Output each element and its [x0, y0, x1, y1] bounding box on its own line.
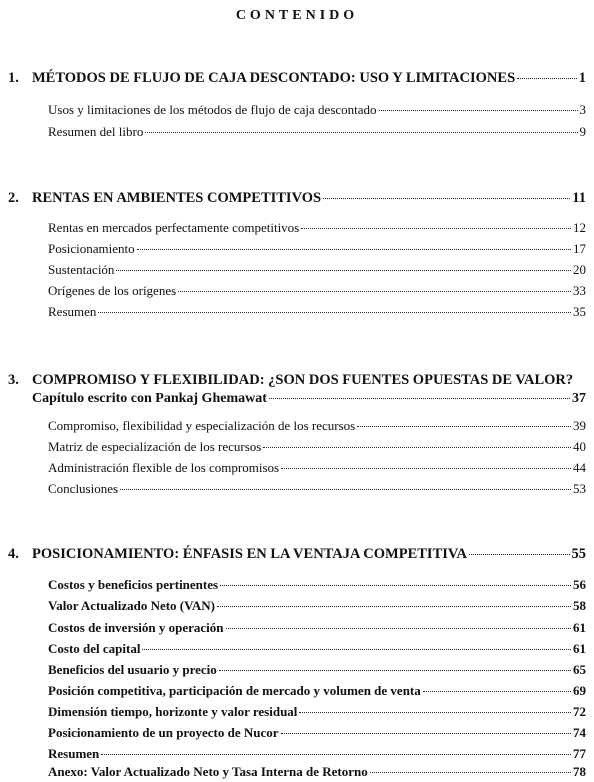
dot-leader [101, 753, 571, 755]
dot-leader [517, 77, 577, 79]
dot-leader [116, 269, 571, 271]
entry-label: Posicionamiento [48, 241, 135, 256]
entry-label: Posicionamiento de un proyecto de Nucor [48, 725, 279, 740]
toc-entry[interactable] [48, 577, 586, 593]
entry-label: Resumen [48, 746, 100, 761]
chapter-title: COMPROMISO Y FLEXIBILIDAD: ¿SON DOS FUENTES OPUESTAS DE VALOR? [32, 372, 574, 388]
dot-leader [178, 290, 571, 292]
entry-label: Beneficios del usuario y precio [48, 662, 217, 677]
toc-entry[interactable] [48, 241, 586, 257]
page-number: 3 [579, 102, 586, 117]
page-number: 1 [578, 70, 586, 86]
dot-leader [370, 771, 571, 773]
toc-entry[interactable] [48, 620, 586, 636]
page-number: 37 [572, 391, 586, 406]
page-number: 58 [573, 598, 586, 613]
dot-leader [217, 605, 571, 607]
toc-entry[interactable] [48, 662, 586, 678]
page-number: 72 [573, 704, 586, 719]
page-number: 35 [573, 304, 586, 319]
page-number: 17 [573, 241, 586, 256]
page-number: 61 [573, 641, 586, 656]
toc-entry[interactable] [48, 102, 586, 118]
page-number: 44 [573, 460, 586, 475]
dot-leader [137, 248, 571, 250]
chapter-2-heading[interactable] [8, 190, 586, 207]
chapter-number: 3. [8, 372, 19, 388]
entry-label: Costo del capital [48, 641, 141, 656]
entry-label: Usos y limitaciones de los métodos de flujo de caja descontado [48, 102, 377, 117]
chapter-subtitle: Capítulo escrito con Pankaj Ghemawat [32, 391, 267, 406]
toc-entry[interactable] [48, 220, 586, 236]
chapter-number: 2. [8, 190, 19, 206]
toc-entry[interactable] [48, 704, 586, 720]
entry-label: Costos y beneficios pertinentes [48, 577, 219, 592]
dot-leader [281, 467, 571, 469]
chapter-3-subtitle[interactable] [32, 391, 586, 407]
entry-label: Posición competitiva, participación de mercado y volumen de venta [48, 683, 421, 698]
dot-leader [226, 627, 572, 629]
toc-entry[interactable] [48, 481, 586, 497]
dot-leader [145, 131, 577, 133]
page-number: 77 [573, 746, 586, 761]
toc-entry[interactable] [48, 683, 586, 699]
toc-entry[interactable] [48, 641, 586, 657]
entry-label: Costos de inversión y operación [48, 620, 224, 635]
page-number: 61 [573, 620, 586, 635]
toc-entry[interactable] [48, 304, 586, 320]
chapter-number: 4. [8, 546, 19, 562]
toc-entry[interactable] [48, 764, 586, 780]
page-number: 33 [573, 283, 586, 298]
chapter-title: RENTAS EN AMBIENTES COMPETITIVOS [32, 190, 322, 206]
dot-leader [120, 488, 571, 490]
chapter-title: MÉTODOS DE FLUJO DE CAJA DESCONTADO: USO Y LIMITACIONES [32, 70, 516, 86]
entry-label: Matriz de especialización de los recursos [48, 439, 262, 454]
dot-leader [299, 711, 571, 713]
dot-leader [263, 446, 571, 448]
page-number: 39 [573, 418, 586, 433]
page-title: CONTENIDO [235, 8, 359, 23]
dot-leader [281, 732, 572, 734]
toc-entry[interactable] [48, 124, 586, 140]
entry-label: Resumen [48, 304, 97, 319]
dot-leader [469, 553, 570, 555]
page-number: 20 [573, 262, 586, 277]
chapter-1-heading[interactable] [8, 70, 586, 87]
entry-label: Dimensión tiempo, horizonte y valor residual [48, 704, 298, 719]
dot-leader [220, 584, 571, 586]
page-number: 55 [571, 546, 586, 562]
entry-label: Rentas en mercados perfectamente competitivos [48, 220, 300, 235]
dot-leader [379, 109, 578, 111]
entry-label: Valor Actualizado Neto (VAN) [48, 598, 215, 613]
page-number: 53 [573, 481, 586, 496]
entry-label: Administración flexible de los compromisos [48, 460, 280, 475]
dot-leader [301, 227, 571, 229]
chapter-title: POSICIONAMIENTO: ÉNFASIS EN LA VENTAJA COMPETITIVA [32, 546, 467, 562]
entry-label: Sustentación [48, 262, 115, 277]
page-number: 11 [572, 190, 586, 206]
dot-leader [269, 397, 570, 399]
dot-leader [98, 311, 571, 313]
entry-label: Anexo: Valor Actualizado Neto y Tasa Interna de Retorno [48, 764, 368, 779]
toc-entry[interactable] [48, 262, 586, 278]
entry-label: Conclusiones [48, 481, 119, 496]
chapter-3-heading[interactable] [8, 372, 586, 389]
page-number: 12 [573, 220, 586, 235]
page-number: 74 [573, 725, 586, 740]
chapter-number: 1. [8, 70, 19, 86]
entry-label: Orígenes de los orígenes [48, 283, 177, 298]
toc-entry[interactable] [48, 746, 586, 762]
entry-label: Compromiso, flexibilidad y especialización de los recursos [48, 418, 356, 433]
toc-entry[interactable] [48, 460, 586, 476]
page-number: 9 [579, 124, 586, 139]
toc-entry[interactable] [48, 418, 586, 434]
dot-leader [142, 648, 571, 650]
page-number: 78 [573, 764, 586, 779]
dot-leader [423, 690, 571, 692]
toc-entry[interactable] [48, 439, 586, 455]
page-number: 56 [573, 577, 586, 592]
dot-leader [219, 669, 571, 671]
page-number: 69 [573, 683, 586, 698]
dot-leader [357, 425, 571, 427]
dot-leader [323, 197, 570, 199]
page-number: 65 [573, 662, 586, 677]
toc-entry[interactable] [48, 283, 586, 299]
entry-label: Resumen del libro [48, 124, 144, 139]
chapter-4-heading[interactable] [8, 546, 586, 563]
page-number: 40 [573, 439, 586, 454]
toc-entry[interactable] [48, 598, 586, 614]
toc-entry[interactable] [48, 725, 586, 741]
